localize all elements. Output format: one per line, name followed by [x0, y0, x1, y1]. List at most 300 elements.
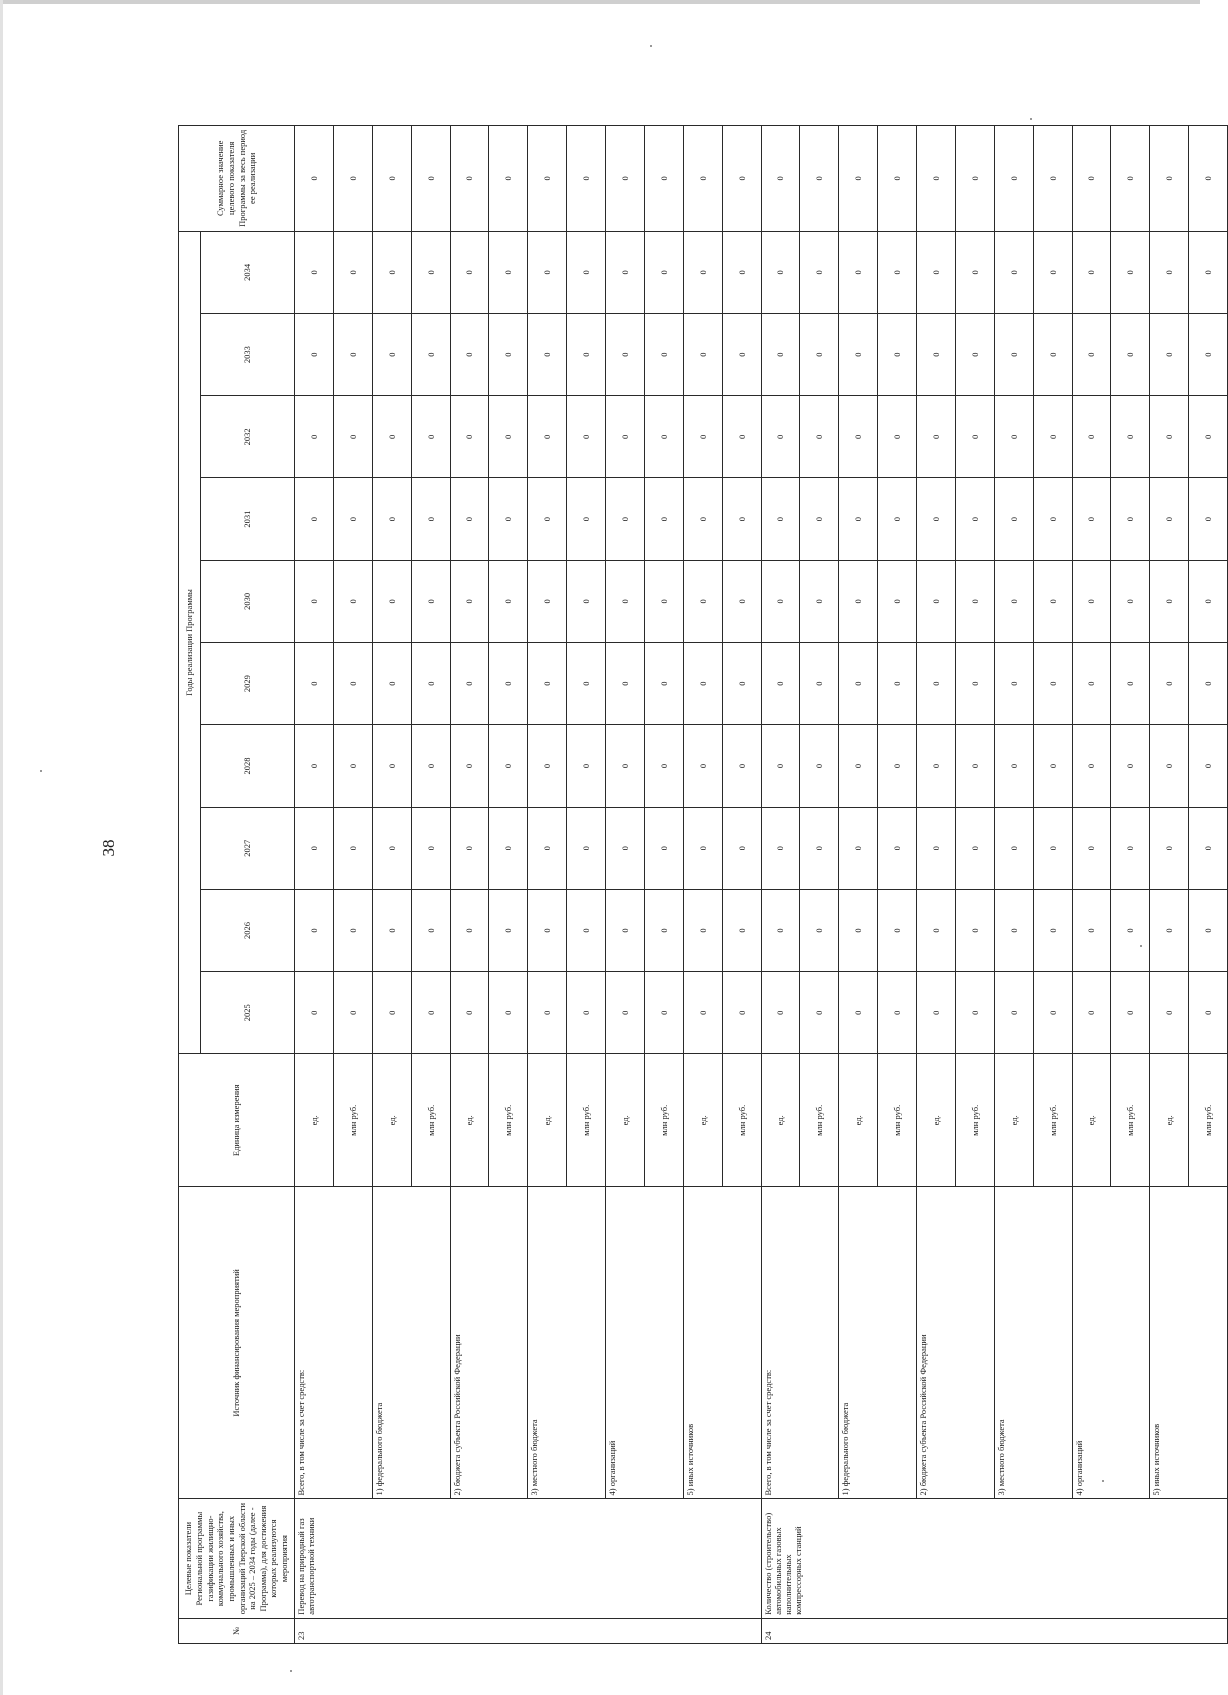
- year-value-cell: 0: [1072, 478, 1111, 560]
- row-number: 24: [761, 1618, 1228, 1643]
- total-value-cell: 0: [606, 126, 645, 232]
- year-value-cell: 0: [722, 972, 761, 1054]
- year-value-cell: 0: [489, 396, 528, 478]
- year-value-cell: 0: [606, 725, 645, 807]
- financing-source: 1) федерального бюджета: [372, 1187, 450, 1499]
- year-value-cell: 0: [489, 231, 528, 313]
- year-value-cell: 0: [1150, 889, 1189, 971]
- year-value-cell: 0: [1189, 972, 1228, 1054]
- year-value-cell: 0: [372, 560, 411, 642]
- table-row: [606, 126, 645, 1644]
- year-value-cell: 0: [722, 313, 761, 395]
- year-value-cell: 0: [917, 972, 956, 1054]
- total-value-cell: 0: [333, 126, 372, 232]
- year-value-cell: 0: [1033, 725, 1072, 807]
- year-value-cell: 0: [994, 560, 1033, 642]
- year-value-cell: 0: [1072, 725, 1111, 807]
- year-value-cell: 0: [722, 889, 761, 971]
- total-value-cell: 0: [372, 126, 411, 232]
- year-value-cell: 0: [450, 478, 489, 560]
- year-value-cell: 0: [333, 807, 372, 889]
- year-value-cell: 0: [606, 643, 645, 725]
- header-years-group: Годы реализации Программы: [179, 231, 201, 1054]
- total-value-cell: 0: [683, 126, 722, 232]
- financing-source: 3) местного бюджета: [528, 1187, 606, 1499]
- year-value-cell: 0: [1033, 313, 1072, 395]
- total-value-cell: 0: [722, 126, 761, 232]
- year-value-cell: 0: [683, 972, 722, 1054]
- year-value-cell: 0: [606, 478, 645, 560]
- year-value-cell: 0: [955, 807, 994, 889]
- year-value-cell: 0: [955, 643, 994, 725]
- year-value-cell: 0: [722, 478, 761, 560]
- year-value-cell: 0: [1150, 972, 1189, 1054]
- scan-speck: [650, 45, 652, 47]
- unit-cell: млн руб.: [955, 1054, 994, 1187]
- unit-cell: ед.: [606, 1054, 645, 1187]
- unit-cell: млн руб.: [1111, 1054, 1150, 1187]
- financing-source: 2) бюджета субъекта Российской Федерации: [917, 1187, 995, 1499]
- year-value-cell: 0: [644, 972, 683, 1054]
- year-value-cell: 0: [1189, 725, 1228, 807]
- year-value-cell: 0: [800, 972, 839, 1054]
- row-number: 23: [295, 1618, 762, 1643]
- unit-cell: млн руб.: [878, 1054, 917, 1187]
- year-value-cell: 0: [994, 725, 1033, 807]
- unit-cell: ед.: [1150, 1054, 1189, 1187]
- header-unit: Единица измерения: [179, 1054, 295, 1187]
- year-value-cell: 0: [839, 643, 878, 725]
- year-value-cell: 0: [295, 313, 334, 395]
- year-value-cell: 0: [1111, 231, 1150, 313]
- year-value-cell: 0: [1189, 313, 1228, 395]
- year-value-cell: 0: [761, 807, 800, 889]
- year-value-cell: 0: [528, 725, 567, 807]
- header-year-2028: 2028: [201, 725, 295, 807]
- year-value-cell: 0: [528, 478, 567, 560]
- year-value-cell: 0: [722, 807, 761, 889]
- year-value-cell: 0: [528, 972, 567, 1054]
- year-value-cell: 0: [450, 889, 489, 971]
- year-value-cell: 0: [878, 643, 917, 725]
- year-value-cell: 0: [994, 889, 1033, 971]
- year-value-cell: 0: [528, 889, 567, 971]
- year-value-cell: 0: [1072, 396, 1111, 478]
- header-year-2025: 2025: [201, 972, 295, 1054]
- year-value-cell: 0: [411, 807, 450, 889]
- year-value-cell: 0: [411, 231, 450, 313]
- year-value-cell: 0: [372, 643, 411, 725]
- year-value-cell: 0: [839, 889, 878, 971]
- year-value-cell: 0: [489, 725, 528, 807]
- scan-speck: [40, 770, 42, 772]
- table-row: [450, 126, 489, 1644]
- total-value-cell: 0: [878, 126, 917, 232]
- year-value-cell: 0: [567, 396, 606, 478]
- header-year-2032: 2032: [201, 396, 295, 478]
- year-value-cell: 0: [1111, 807, 1150, 889]
- year-value-cell: 0: [333, 972, 372, 1054]
- year-value-cell: 0: [917, 231, 956, 313]
- year-value-cell: 0: [1150, 396, 1189, 478]
- year-value-cell: 0: [878, 889, 917, 971]
- total-value-cell: 0: [1189, 126, 1228, 232]
- financing-source: 5) иных источников: [683, 1187, 761, 1499]
- unit-cell: ед.: [295, 1054, 334, 1187]
- year-value-cell: 0: [761, 725, 800, 807]
- year-value-cell: 0: [372, 725, 411, 807]
- year-value-cell: 0: [489, 313, 528, 395]
- year-value-cell: 0: [683, 560, 722, 642]
- year-value-cell: 0: [411, 478, 450, 560]
- unit-cell: млн руб.: [411, 1054, 450, 1187]
- year-value-cell: 0: [917, 560, 956, 642]
- unit-cell: ед.: [917, 1054, 956, 1187]
- year-value-cell: 0: [567, 313, 606, 395]
- header-indicator: Целевые показатели Региональной программы газификации жилищно-коммунального хозяйства, промышленных и иных организаций Тверской области на 2025 – 2034 годы (далее - Программа), для достижения которых реализуются мероприятия: [179, 1499, 295, 1618]
- unit-cell: млн руб.: [800, 1054, 839, 1187]
- year-value-cell: 0: [800, 313, 839, 395]
- indicator-name: Количество (строительство) автомобильных газовых наполнительных компрессорных станций: [761, 1499, 1228, 1618]
- year-value-cell: 0: [917, 396, 956, 478]
- unit-cell: ед.: [528, 1054, 567, 1187]
- year-value-cell: 0: [644, 478, 683, 560]
- year-value-cell: 0: [372, 396, 411, 478]
- year-value-cell: 0: [333, 313, 372, 395]
- total-value-cell: 0: [644, 126, 683, 232]
- financing-table-rotated: [178, 125, 1228, 1644]
- year-value-cell: 0: [489, 972, 528, 1054]
- year-value-cell: 0: [450, 807, 489, 889]
- year-value-cell: 0: [1111, 725, 1150, 807]
- year-value-cell: 0: [489, 560, 528, 642]
- year-value-cell: 0: [567, 889, 606, 971]
- year-value-cell: 0: [917, 725, 956, 807]
- year-value-cell: 0: [295, 478, 334, 560]
- year-value-cell: 0: [372, 889, 411, 971]
- year-value-cell: 0: [528, 396, 567, 478]
- year-value-cell: 0: [606, 313, 645, 395]
- unit-cell: ед.: [839, 1054, 878, 1187]
- year-value-cell: 0: [917, 478, 956, 560]
- total-value-cell: 0: [411, 126, 450, 232]
- year-value-cell: 0: [955, 478, 994, 560]
- year-value-cell: 0: [644, 889, 683, 971]
- year-value-cell: 0: [1033, 889, 1072, 971]
- year-value-cell: 0: [567, 972, 606, 1054]
- year-value-cell: 0: [411, 643, 450, 725]
- year-value-cell: 0: [1189, 478, 1228, 560]
- unit-cell: млн руб.: [567, 1054, 606, 1187]
- header-year-2029: 2029: [201, 643, 295, 725]
- financing-source: 5) иных источников: [1150, 1187, 1228, 1499]
- year-value-cell: 0: [450, 643, 489, 725]
- year-value-cell: 0: [1111, 313, 1150, 395]
- year-value-cell: 0: [489, 807, 528, 889]
- year-value-cell: 0: [295, 725, 334, 807]
- total-value-cell: 0: [917, 126, 956, 232]
- year-value-cell: 0: [955, 231, 994, 313]
- indicator-name: Перевод на природный газ автотранспортной техники: [295, 1499, 762, 1618]
- year-value-cell: 0: [761, 396, 800, 478]
- year-value-cell: 0: [800, 643, 839, 725]
- year-value-cell: 0: [994, 313, 1033, 395]
- year-value-cell: 0: [411, 972, 450, 1054]
- financing-source: 4) организаций: [1072, 1187, 1150, 1499]
- year-value-cell: 0: [683, 643, 722, 725]
- total-value-cell: 0: [955, 126, 994, 232]
- financing-source: 1) федерального бюджета: [839, 1187, 917, 1499]
- year-value-cell: 0: [489, 478, 528, 560]
- year-value-cell: 0: [567, 560, 606, 642]
- year-value-cell: 0: [333, 396, 372, 478]
- scan-speck: [1030, 118, 1032, 120]
- header-year-2031: 2031: [201, 478, 295, 560]
- total-value-cell: 0: [567, 126, 606, 232]
- year-value-cell: 0: [1150, 643, 1189, 725]
- year-value-cell: 0: [295, 396, 334, 478]
- year-value-cell: 0: [683, 807, 722, 889]
- year-value-cell: 0: [450, 972, 489, 1054]
- year-value-cell: 0: [528, 807, 567, 889]
- financing-source: 4) организаций: [606, 1187, 684, 1499]
- year-value-cell: 0: [878, 396, 917, 478]
- year-value-cell: 0: [955, 725, 994, 807]
- table-row: [761, 126, 800, 1644]
- year-value-cell: 0: [839, 313, 878, 395]
- year-value-cell: 0: [761, 478, 800, 560]
- total-value-cell: 0: [1033, 126, 1072, 232]
- total-value-cell: 0: [450, 126, 489, 232]
- total-value-cell: 0: [1150, 126, 1189, 232]
- table-row: [994, 126, 1033, 1644]
- year-value-cell: 0: [917, 313, 956, 395]
- header-year-2026: 2026: [201, 889, 295, 971]
- year-value-cell: 0: [567, 725, 606, 807]
- year-value-cell: 0: [644, 807, 683, 889]
- year-value-cell: 0: [994, 972, 1033, 1054]
- year-value-cell: 0: [683, 396, 722, 478]
- table-row: [683, 126, 722, 1644]
- year-value-cell: 0: [955, 560, 994, 642]
- year-value-cell: 0: [644, 231, 683, 313]
- year-value-cell: 0: [333, 889, 372, 971]
- year-value-cell: 0: [1072, 889, 1111, 971]
- year-value-cell: 0: [955, 313, 994, 395]
- year-value-cell: 0: [450, 231, 489, 313]
- year-value-cell: 0: [1072, 313, 1111, 395]
- year-value-cell: 0: [1150, 478, 1189, 560]
- year-value-cell: 0: [1033, 396, 1072, 478]
- year-value-cell: 0: [606, 396, 645, 478]
- year-value-cell: 0: [1189, 560, 1228, 642]
- year-value-cell: 0: [1150, 807, 1189, 889]
- year-value-cell: 0: [878, 807, 917, 889]
- year-value-cell: 0: [450, 560, 489, 642]
- year-value-cell: 0: [761, 972, 800, 1054]
- year-value-cell: 0: [1189, 396, 1228, 478]
- year-value-cell: 0: [333, 231, 372, 313]
- header-year-2033: 2033: [201, 313, 295, 395]
- unit-cell: млн руб.: [722, 1054, 761, 1187]
- year-value-cell: 0: [567, 231, 606, 313]
- year-value-cell: 0: [800, 478, 839, 560]
- year-value-cell: 0: [722, 231, 761, 313]
- year-value-cell: 0: [606, 889, 645, 971]
- year-value-cell: 0: [1111, 889, 1150, 971]
- year-value-cell: 0: [333, 478, 372, 560]
- year-value-cell: 0: [683, 478, 722, 560]
- financing-table: [178, 125, 1228, 1644]
- year-value-cell: 0: [489, 889, 528, 971]
- year-value-cell: 0: [878, 313, 917, 395]
- year-value-cell: 0: [644, 560, 683, 642]
- year-value-cell: 0: [567, 643, 606, 725]
- year-value-cell: 0: [1150, 313, 1189, 395]
- year-value-cell: 0: [372, 807, 411, 889]
- total-value-cell: 0: [839, 126, 878, 232]
- year-value-cell: 0: [683, 313, 722, 395]
- year-value-cell: 0: [1111, 643, 1150, 725]
- year-value-cell: 0: [1111, 972, 1150, 1054]
- year-value-cell: 0: [450, 396, 489, 478]
- year-value-cell: 0: [839, 972, 878, 1054]
- year-value-cell: 0: [295, 231, 334, 313]
- table-row: [295, 126, 334, 1644]
- unit-cell: ед.: [683, 1054, 722, 1187]
- table-row: [528, 126, 567, 1644]
- year-value-cell: 0: [722, 725, 761, 807]
- year-value-cell: 0: [917, 807, 956, 889]
- year-value-cell: 0: [528, 560, 567, 642]
- year-value-cell: 0: [528, 231, 567, 313]
- year-value-cell: 0: [411, 889, 450, 971]
- year-value-cell: 0: [567, 478, 606, 560]
- year-value-cell: 0: [994, 396, 1033, 478]
- year-value-cell: 0: [878, 478, 917, 560]
- financing-source: 2) бюджета субъекта Российской Федерации: [450, 1187, 528, 1499]
- year-value-cell: 0: [1033, 478, 1072, 560]
- year-value-cell: 0: [839, 560, 878, 642]
- year-value-cell: 0: [1072, 231, 1111, 313]
- financing-source: 3) местного бюджета: [994, 1187, 1072, 1499]
- year-value-cell: 0: [1189, 807, 1228, 889]
- year-value-cell: 0: [1111, 478, 1150, 560]
- year-value-cell: 0: [372, 972, 411, 1054]
- unit-cell: млн руб.: [489, 1054, 528, 1187]
- total-value-cell: 0: [1072, 126, 1111, 232]
- unit-cell: ед.: [994, 1054, 1033, 1187]
- year-value-cell: 0: [839, 725, 878, 807]
- year-value-cell: 0: [450, 725, 489, 807]
- year-value-cell: 0: [644, 643, 683, 725]
- table-row: [917, 126, 956, 1644]
- unit-cell: ед.: [1072, 1054, 1111, 1187]
- year-value-cell: 0: [800, 807, 839, 889]
- year-value-cell: 0: [878, 972, 917, 1054]
- year-value-cell: 0: [411, 560, 450, 642]
- year-value-cell: 0: [878, 560, 917, 642]
- year-value-cell: 0: [1033, 560, 1072, 642]
- total-value-cell: 0: [295, 126, 334, 232]
- year-value-cell: 0: [800, 231, 839, 313]
- year-value-cell: 0: [761, 313, 800, 395]
- year-value-cell: 0: [295, 807, 334, 889]
- year-value-cell: 0: [722, 560, 761, 642]
- year-value-cell: 0: [606, 231, 645, 313]
- year-value-cell: 0: [1072, 807, 1111, 889]
- year-value-cell: 0: [1072, 560, 1111, 642]
- unit-cell: ед.: [761, 1054, 800, 1187]
- year-value-cell: 0: [839, 478, 878, 560]
- unit-cell: ед.: [450, 1054, 489, 1187]
- year-value-cell: 0: [761, 231, 800, 313]
- year-value-cell: 0: [1033, 807, 1072, 889]
- year-value-cell: 0: [1033, 231, 1072, 313]
- header-source: Источник финансирования мероприятий: [179, 1187, 295, 1499]
- unit-cell: млн руб.: [1189, 1054, 1228, 1187]
- year-value-cell: 0: [372, 478, 411, 560]
- total-value-cell: 0: [800, 126, 839, 232]
- year-value-cell: 0: [955, 972, 994, 1054]
- year-value-cell: 0: [800, 725, 839, 807]
- year-value-cell: 0: [1072, 972, 1111, 1054]
- financing-source: Всего, в том числе за счет средств:: [761, 1187, 839, 1499]
- year-value-cell: 0: [839, 807, 878, 889]
- year-value-cell: 0: [1111, 396, 1150, 478]
- year-value-cell: 0: [955, 396, 994, 478]
- year-value-cell: 0: [450, 313, 489, 395]
- year-value-cell: 0: [683, 725, 722, 807]
- year-value-cell: 0: [839, 396, 878, 478]
- year-value-cell: 0: [606, 807, 645, 889]
- year-value-cell: 0: [683, 889, 722, 971]
- year-value-cell: 0: [644, 396, 683, 478]
- table-row: [1072, 126, 1111, 1644]
- year-value-cell: 0: [1033, 643, 1072, 725]
- year-value-cell: 0: [1033, 972, 1072, 1054]
- scan-edge-left: [0, 0, 3, 1695]
- header-total: Суммарное значение целевого показателя Программы за весь период ее реализации: [179, 126, 295, 232]
- total-value-cell: 0: [994, 126, 1033, 232]
- year-value-cell: 0: [761, 560, 800, 642]
- total-value-cell: 0: [1111, 126, 1150, 232]
- header-year-2027: 2027: [201, 807, 295, 889]
- year-value-cell: 0: [994, 643, 1033, 725]
- scan-speck: [290, 1670, 292, 1672]
- year-value-cell: 0: [761, 643, 800, 725]
- year-value-cell: 0: [1150, 231, 1189, 313]
- total-value-cell: 0: [489, 126, 528, 232]
- year-value-cell: 0: [1189, 889, 1228, 971]
- year-value-cell: 0: [722, 396, 761, 478]
- year-value-cell: 0: [333, 560, 372, 642]
- year-value-cell: 0: [1189, 231, 1228, 313]
- year-value-cell: 0: [994, 231, 1033, 313]
- header-year-2034: 2034: [201, 231, 295, 313]
- year-value-cell: 0: [994, 478, 1033, 560]
- year-value-cell: 0: [722, 643, 761, 725]
- year-value-cell: 0: [489, 643, 528, 725]
- year-value-cell: 0: [878, 231, 917, 313]
- scan-edge-top: [0, 0, 1200, 4]
- unit-cell: млн руб.: [644, 1054, 683, 1187]
- table-row: [839, 126, 878, 1644]
- table-row: [372, 126, 411, 1644]
- year-value-cell: 0: [839, 231, 878, 313]
- year-value-cell: 0: [528, 313, 567, 395]
- year-value-cell: 0: [606, 560, 645, 642]
